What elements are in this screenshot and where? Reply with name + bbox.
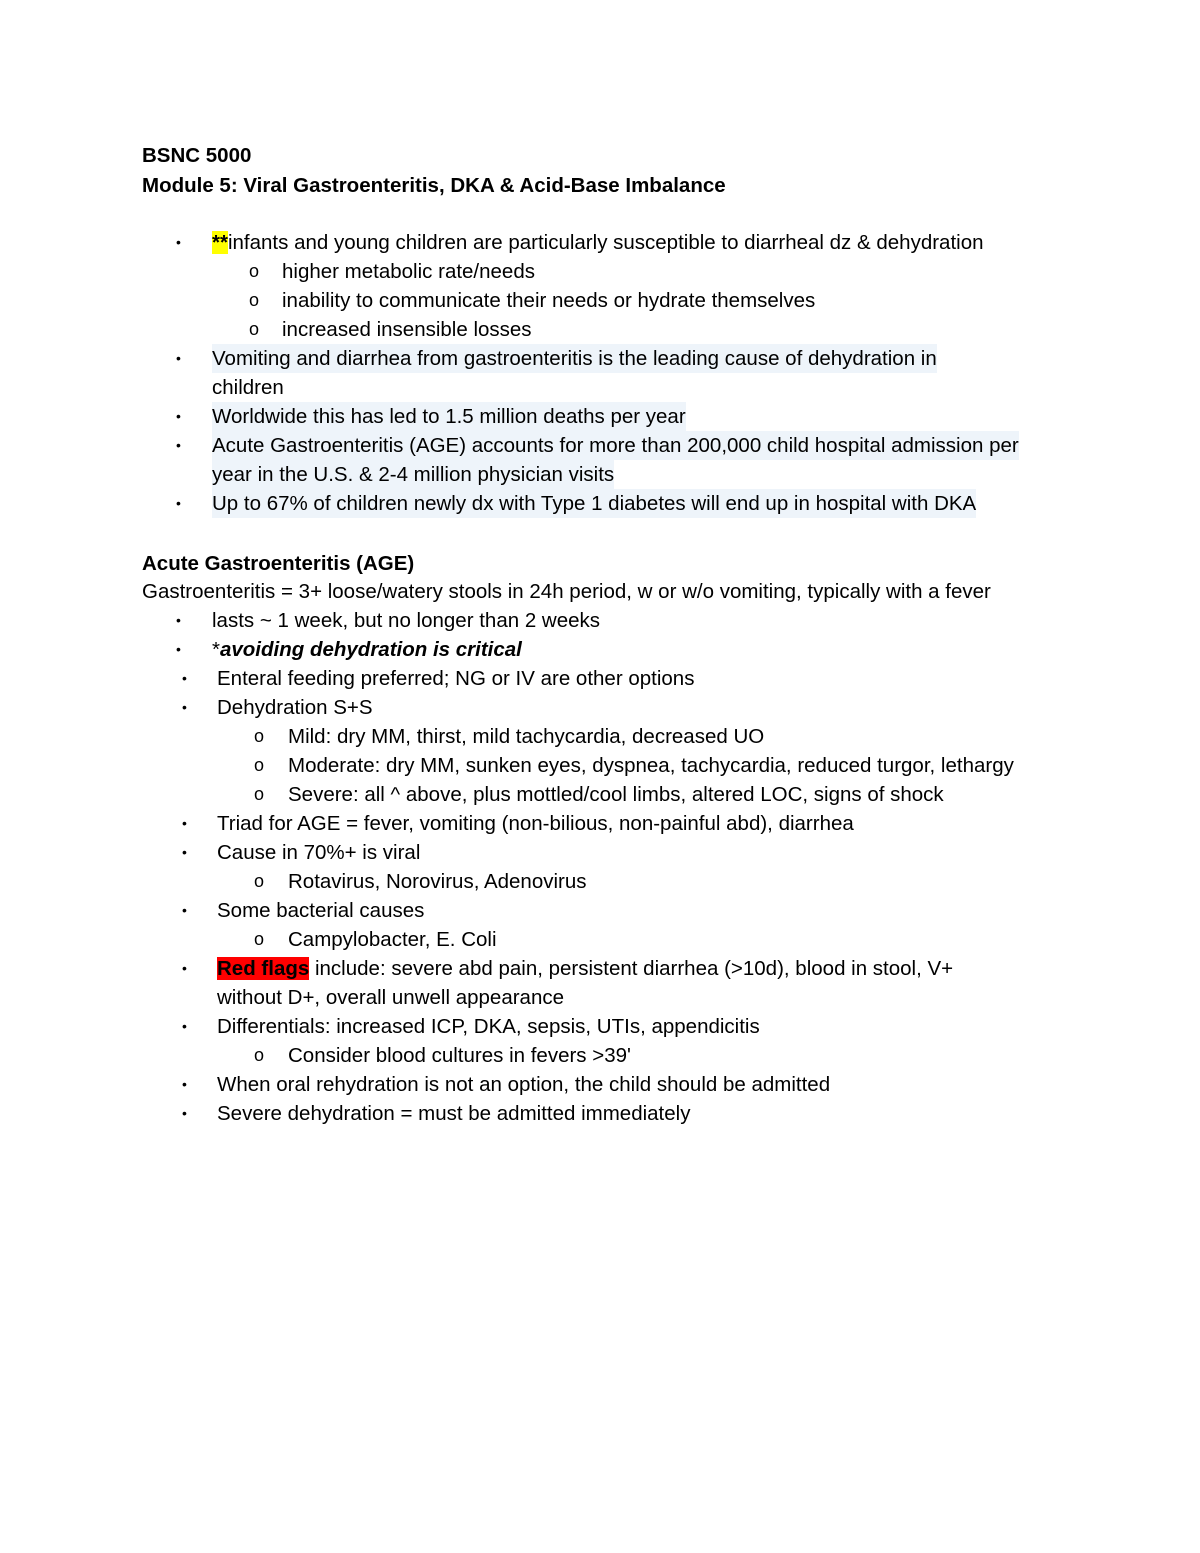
module-title: Module 5: Viral Gastroenteritis, DKA & Acid-Base Imbalance xyxy=(142,174,726,197)
list-item-text: Worldwide this has led to 1.5 million deaths per year xyxy=(212,402,686,431)
list-item-continuation xyxy=(0,460,1200,489)
list-item-text: Dehydration S+S xyxy=(217,696,373,719)
list-item xyxy=(0,606,1200,635)
list-item-text: Some bacterial causes xyxy=(217,899,425,922)
list-item-text: Differentials: increased ICP, DKA, sepsis, UTIs, appendicitis xyxy=(217,1015,760,1038)
list-item xyxy=(0,431,1200,460)
document-header xyxy=(142,141,726,201)
sub-list-item xyxy=(0,315,1200,344)
list-item xyxy=(0,228,1200,257)
sub-list-item xyxy=(0,286,1200,315)
list-item xyxy=(0,954,1200,983)
bullet-icon: • xyxy=(176,612,181,628)
definition-text: Gastroenteritis = 3+ loose/watery stools in 24h period, w or w/o vomiting, typically with a fever xyxy=(142,580,991,603)
list-item-text: without D+, overall unwell appearance xyxy=(217,986,564,1009)
sub-bullet-icon: o xyxy=(254,871,265,891)
sub-list-item xyxy=(0,925,1200,954)
bullet-icon: • xyxy=(182,1076,187,1092)
list-item-text: Cause in 70%+ is viral xyxy=(217,841,421,864)
bullet-icon: • xyxy=(176,495,181,511)
course-code: BSNC 5000 xyxy=(142,144,252,167)
sub-item-text: Campylobacter, E. Coli xyxy=(288,928,497,951)
sub-item-text: higher metabolic rate/needs xyxy=(282,260,535,283)
list-item-text: Up to 67% of children newly dx with Type 1 diabetes will end up in hospital with DKA xyxy=(212,489,976,518)
list-item-text: Enteral feeding preferred; NG or IV are other options xyxy=(217,667,695,690)
sub-list-item xyxy=(0,1041,1200,1070)
sub-list-item xyxy=(0,257,1200,286)
bullet-icon: • xyxy=(182,699,187,715)
sub-bullet-icon: o xyxy=(254,1045,265,1065)
list-item-text: include: severe abd pain, persistent diarrhea (>10d), blood in stool, V+ xyxy=(309,957,954,980)
age-list xyxy=(0,606,1200,1128)
sub-item-text: Rotavirus, Norovirus, Adenovirus xyxy=(288,870,587,893)
list-item-text: Acute Gastroenteritis (AGE) accounts for more than 200,000 child hospital admission per xyxy=(212,431,1019,460)
list-item-text: lasts ~ 1 week, but no longer than 2 weeks xyxy=(212,609,601,632)
bullet-icon: • xyxy=(176,437,181,453)
sub-item-text: Consider blood cultures in fevers >39' xyxy=(288,1044,631,1067)
bullet-icon: • xyxy=(176,408,181,424)
sub-bullet-icon: o xyxy=(249,319,260,339)
sub-list-item xyxy=(0,722,1200,751)
sub-list-item xyxy=(0,867,1200,896)
sub-bullet-icon: o xyxy=(249,290,260,310)
list-item-text: children xyxy=(212,376,284,399)
sub-bullet-icon: o xyxy=(254,784,265,804)
sub-list-item xyxy=(0,751,1200,780)
list-item xyxy=(0,809,1200,838)
list-item xyxy=(0,1099,1200,1128)
sub-bullet-icon: o xyxy=(249,261,260,281)
red-flags-highlight: Red flags xyxy=(217,957,310,980)
sub-item-text: Severe: all ^ above, plus mottled/cool limbs, altered LOC, signs of shock xyxy=(288,783,944,806)
emphasis-star: * xyxy=(212,638,220,661)
list-item-text: infants and young children are particularly susceptible to diarrheal dz & dehydration xyxy=(227,231,984,254)
list-item xyxy=(0,693,1200,722)
list-item xyxy=(0,635,1200,664)
list-item xyxy=(0,1070,1200,1099)
list-item xyxy=(0,664,1200,693)
list-item xyxy=(0,896,1200,925)
sub-item-text: Moderate: dry MM, sunken eyes, dyspnea, tachycardia, reduced turgor, lethargy xyxy=(288,754,1014,777)
bullet-icon: • xyxy=(182,960,187,976)
bullet-icon: • xyxy=(176,234,181,250)
highlight-marker: ** xyxy=(212,231,228,254)
list-item-text: When oral rehydration is not an option, the child should be admitted xyxy=(217,1073,831,1096)
bullet-icon: • xyxy=(176,350,181,366)
sub-list-item xyxy=(0,780,1200,809)
list-item-text: Vomiting and diarrhea from gastroenteritis is the leading cause of dehydration in xyxy=(212,344,937,373)
emphasis-text: avoiding dehydration is critical xyxy=(219,638,522,661)
bullet-icon: • xyxy=(182,844,187,860)
section-heading: Acute Gastroenteritis (AGE) xyxy=(142,552,415,575)
bullet-icon: • xyxy=(182,1018,187,1034)
sub-item-text: inability to communicate their needs or hydrate themselves xyxy=(282,289,816,312)
bullet-icon: • xyxy=(182,1105,187,1121)
bullet-icon: • xyxy=(182,902,187,918)
list-item-text: Triad for AGE = fever, vomiting (non-bilious, non-painful abd), diarrhea xyxy=(217,812,854,835)
sub-bullet-icon: o xyxy=(254,755,265,775)
list-item xyxy=(0,838,1200,867)
list-item-text: year in the U.S. & 2-4 million physician visits xyxy=(212,460,614,489)
bullet-icon: • xyxy=(176,641,181,657)
list-item-text: Severe dehydration = must be admitted immediately xyxy=(217,1102,691,1125)
list-item-continuation xyxy=(0,373,1200,402)
bullet-icon: • xyxy=(182,670,187,686)
list-item-continuation xyxy=(0,983,1200,1012)
list-item xyxy=(0,402,1200,431)
list-item xyxy=(0,344,1200,373)
bullet-icon: • xyxy=(182,815,187,831)
sub-item-text: Mild: dry MM, thirst, mild tachycardia, decreased UO xyxy=(288,725,765,748)
list-item xyxy=(0,1012,1200,1041)
list-item xyxy=(0,489,1200,518)
sub-bullet-icon: o xyxy=(254,929,265,949)
intro-list xyxy=(0,228,1200,518)
sub-item-text: increased insensible losses xyxy=(282,318,532,341)
sub-bullet-icon: o xyxy=(254,726,265,746)
